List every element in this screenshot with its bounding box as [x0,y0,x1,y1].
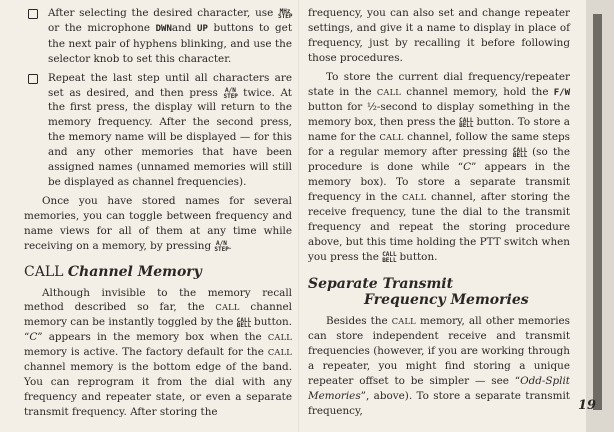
checkbox-icon [28,9,38,19]
mhz-step-key: MHz STEP [278,7,293,20]
left-column [24,6,292,420]
paragraph-continued: frequency, you can also set and change repeater settings, and give it a name to display in place of frequency, just by recalling it before following those procedures. [308,7,570,64]
heading-call-channel-memory: CALL Channel Memory [24,263,202,280]
checkbox-icon [28,74,38,84]
up-key: UP [197,23,208,34]
call-bell-key: CALL BELL [236,316,252,330]
paragraph-store-call: To store the current dial frequency/repeater state in the CALL channel memory, hold the F/W button for ½-second to display something in the memory box, then press the CALL BELL button. To store a name for the CALL channel, follow the same steps for a regular memory after pressing CALL BELL (so the procedure is done while “C” appears in the memory box). To store a separate transmit frequency in the CALL channel, after storing the receive frequency, tune the dial to the transmit frequency and repeat the storing procedure above, but this time holding the PTT switch when you press the CALL BELL button. [308,70,571,264]
edge-tab-bar [593,14,602,410]
call-bell-key: CALL BELL [459,116,474,130]
page-fold [298,0,299,432]
bullet-select-character: After selecting the desired character, use MHz STEP or the microphone DWNand UP buttons to get the next pair of hyphens blinking, and use the selector knob to set this character. [24,6,292,67]
page-edge-tab [586,0,614,432]
paragraph-separate-transmit: Besides the CALL memory, all other memories can store independent receive and transmit frequencies (however, if you are working through a repeater, you might find storing a unique repeater offset to be simpler — see “Odd-Split Memories”, above). To store a separate transmit frequency, [308,315,571,417]
dwn-key: DWN [155,23,172,34]
page-number: 19 [578,398,597,413]
call-bell-key: CALL BELL [512,146,528,160]
paragraph-call-channel: Although invisible to the memory recall method described so far, the CALL channel memory can be instantly toggled by the CALL BELL button. “C” appears in the memory box when the CALL memory is active. The factory default for the CALL channel memory is the bottom edge of the band. You can reprogram it from the dial with any frequency and repeater state, or even a separate transmit frequency. After storing the [24,286,292,418]
call-bell-key: CALL BELL [382,251,397,264]
an-step-key: A/N STEP [223,87,238,100]
bullet-repeat-step: Repeat the last step until all characters are set as desired, and then press A/N STEP twice. At the first press, the display will return to the memory frequency. After the second press, the memory name will be displayed — for this and any other memories that have been assigned names (unnamed memories will still be displayed as channel frequencies). [24,71,292,190]
an-step-key: A/N STEP [214,240,229,253]
fw-key: F/W [553,87,570,98]
right-column [308,6,570,419]
heading-separate-transmit: Separate Transmit Frequency Memories [308,276,529,309]
paragraph-toggle-names: Once you have stored names for several memories, you can toggle between frequency and name views for all of them at any time while receiving on a memory, by pressing A/N STEP. [24,194,292,253]
